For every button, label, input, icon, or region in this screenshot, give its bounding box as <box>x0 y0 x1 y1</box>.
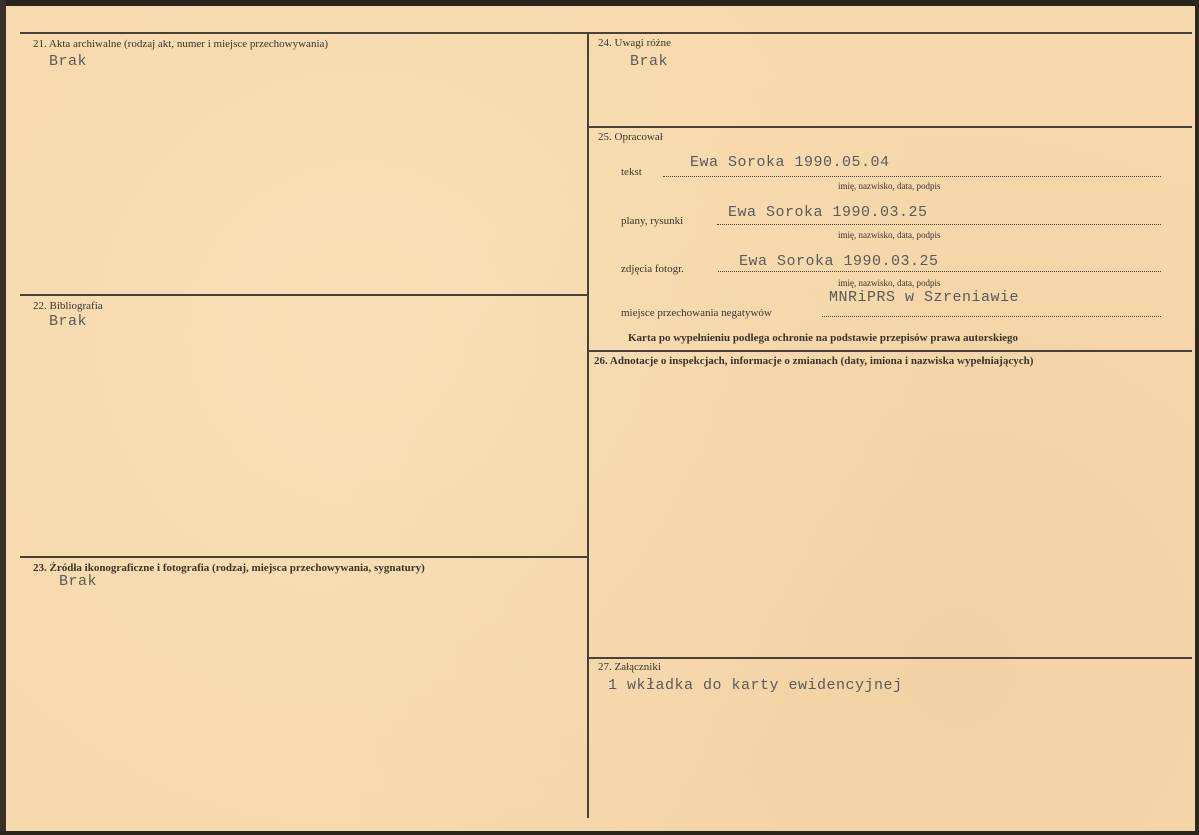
section-23-value: Brak <box>59 573 98 590</box>
section-22-label: 22. Bibliografia <box>33 300 103 312</box>
plany-line <box>717 224 1161 225</box>
section-24-value: Brak <box>630 53 669 70</box>
scan-edge-right <box>1195 0 1199 835</box>
rule-25-26 <box>588 350 1192 352</box>
section-25-label: 25. Opracował <box>598 131 663 143</box>
zdjecia-value: Ewa Soroka 1990.03.25 <box>739 253 939 270</box>
tekst-label: tekst <box>621 166 642 178</box>
section-21-label: 21. Akta archiwalne (rodzaj akt, numer i miejsce przechowywania) <box>33 38 329 50</box>
plany-value: Ewa Soroka 1990.03.25 <box>728 204 928 221</box>
section-27-value: 1 wkładka do karty ewidencyjnej <box>608 677 903 694</box>
section-22-value: Brak <box>49 313 88 330</box>
scan-edge-left <box>0 0 6 835</box>
zdjecia-line <box>718 271 1161 272</box>
section-24-label: 24. Uwagi różne <box>598 37 672 49</box>
zdjecia-caption: imię, nazwisko, data, podpis <box>838 278 941 288</box>
center-divider <box>587 32 589 818</box>
section-21-value: Brak <box>49 53 88 70</box>
section-23-label: 23. Źródła ikonograficzne i fotografia (rodzaj, miejsca przechowywania, sygnatury) <box>33 562 425 574</box>
plany-label: plany, rysunki <box>621 215 684 227</box>
tekst-caption: imię, nazwisko, data, podpis <box>838 181 941 191</box>
tekst-value: Ewa Soroka 1990.05.04 <box>690 154 890 171</box>
plany-caption: imię, nazwisko, data, podpis <box>838 230 941 240</box>
tekst-line <box>663 176 1161 177</box>
rule-26-27 <box>588 657 1192 659</box>
rule-22-23 <box>20 556 588 558</box>
scan-edge-bottom <box>0 831 1199 835</box>
section-26-label: 26. Adnotacje o inspekcjach, informacje o zmianach (daty, imiona i nazwiska wypełniających) <box>594 355 1034 367</box>
rule-21-22 <box>20 294 588 296</box>
rule-24-25 <box>588 126 1192 128</box>
miejsce-value: MNRiPRS w Szreniawie <box>829 289 1020 306</box>
scan-edge-top <box>0 0 1199 6</box>
miejsce-label: miejsce przechowania negatywów <box>621 307 772 319</box>
miejsce-line <box>822 316 1161 317</box>
top-rule <box>20 32 1192 34</box>
zdjecia-label: zdjęcia fotogr. <box>621 263 684 275</box>
copyright-note: Karta po wypełnieniu podlega ochronie na podstawie przepisów prawa autorskiego <box>628 332 1019 344</box>
section-27-label: 27. Załączniki <box>598 661 661 673</box>
